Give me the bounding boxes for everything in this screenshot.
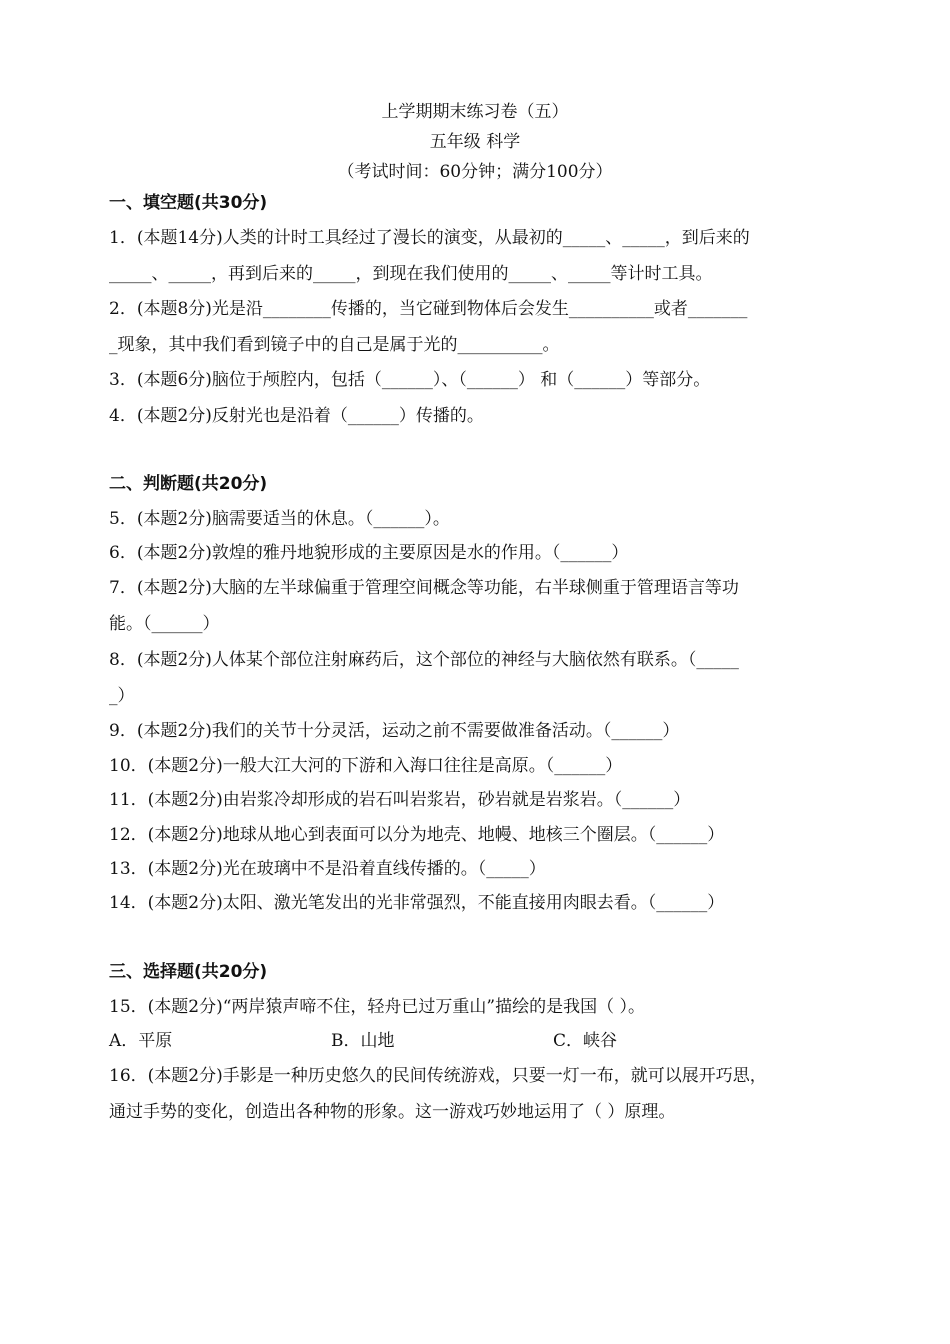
option-a: A．平原 [109, 1031, 173, 1051]
question-line: 1．(本题14分)人类的计时工具经过了漫长的演变，从最初的_____、_____，到后来的 [109, 228, 750, 248]
grade-subject: 五年级 科学 [429, 132, 521, 152]
question-line: 14．(本题2分)太阳、激光笔发出的光非常强烈，不能直接用肉眼去看。（______） [109, 893, 725, 913]
question-line: 15．(本题2分)“两岸猿声啼不住，轻舟已过万重山”描绘的是我国（ ）。 [109, 997, 645, 1017]
question-line: 10．(本题2分)一般大江大河的下游和入海口往往是高原。（______） [109, 756, 623, 776]
question-line: 4．(本题2分)反射光也是沿着（______）传播的。 [109, 406, 484, 426]
question-line: 8．(本题2分)人体某个部位注射麻药后，这个部位的神经与大脑依然有联系。（_____ [109, 650, 739, 670]
section-heading-choice: 三、选择题(共20分) [109, 962, 268, 982]
question-line: 2．(本题8分)光是沿________传播的，当它碰到物体后会发生__________或者_______ [109, 299, 748, 319]
question-line: 3．(本题6分)脑位于颅腔内，包括（______）、（______） 和（______）等部分。 [109, 370, 711, 390]
question-line: 13．(本题2分)光在玻璃中不是沿着直线传播的。（_____） [109, 859, 546, 879]
option-c: C．峡谷 [553, 1031, 618, 1051]
question-line: 16．(本题2分)手影是一种历史悠久的民间传统游戏，只要一灯一布，就可以展开巧思， [109, 1066, 767, 1086]
question-line: 12．(本题2分)地球从地心到表面可以分为地壳、地幔、地核三个圈层。（______） [109, 825, 725, 845]
question-line: 通过手势的变化，创造出各种物的形象。这一游戏巧妙地运用了（ ）原理。 [109, 1102, 676, 1122]
question-line: 5．(本题2分)脑需要适当的休息。（______）。 [109, 509, 450, 529]
question-line: 11．(本题2分)由岩浆冷却形成的岩石叫岩浆岩，砂岩就是岩浆岩。（______） [109, 790, 691, 810]
question-line: _现象，其中我们看到镜子中的自己是属于光的__________。 [109, 335, 560, 355]
option-b: B．山地 [331, 1031, 395, 1051]
section-heading-fill: 一、填空题(共30分) [109, 193, 268, 213]
question-line: 能。（______） [109, 614, 220, 634]
question-line: _） [109, 686, 135, 706]
exam-title: 上学期期末练习卷（五） [381, 102, 569, 122]
question-line: 9．(本题2分)我们的关节十分灵活，运动之前不需要做准备活动。（______） [109, 721, 680, 741]
section-heading-judge: 二、判断题(共20分) [109, 474, 268, 494]
question-line: 7．(本题2分)大脑的左半球偏重于管理空间概念等功能，右半球侧重于管理语言等功 [109, 578, 739, 598]
question-line: _____、_____，再到后来的_____，到现在我们使用的_____、_____等计时工具。 [109, 264, 713, 284]
exam-info: （考试时间：60分钟；满分100分） [337, 162, 613, 182]
question-line: 6．(本题2分)敦煌的雅丹地貌形成的主要原因是水的作用。（______） [109, 543, 629, 563]
